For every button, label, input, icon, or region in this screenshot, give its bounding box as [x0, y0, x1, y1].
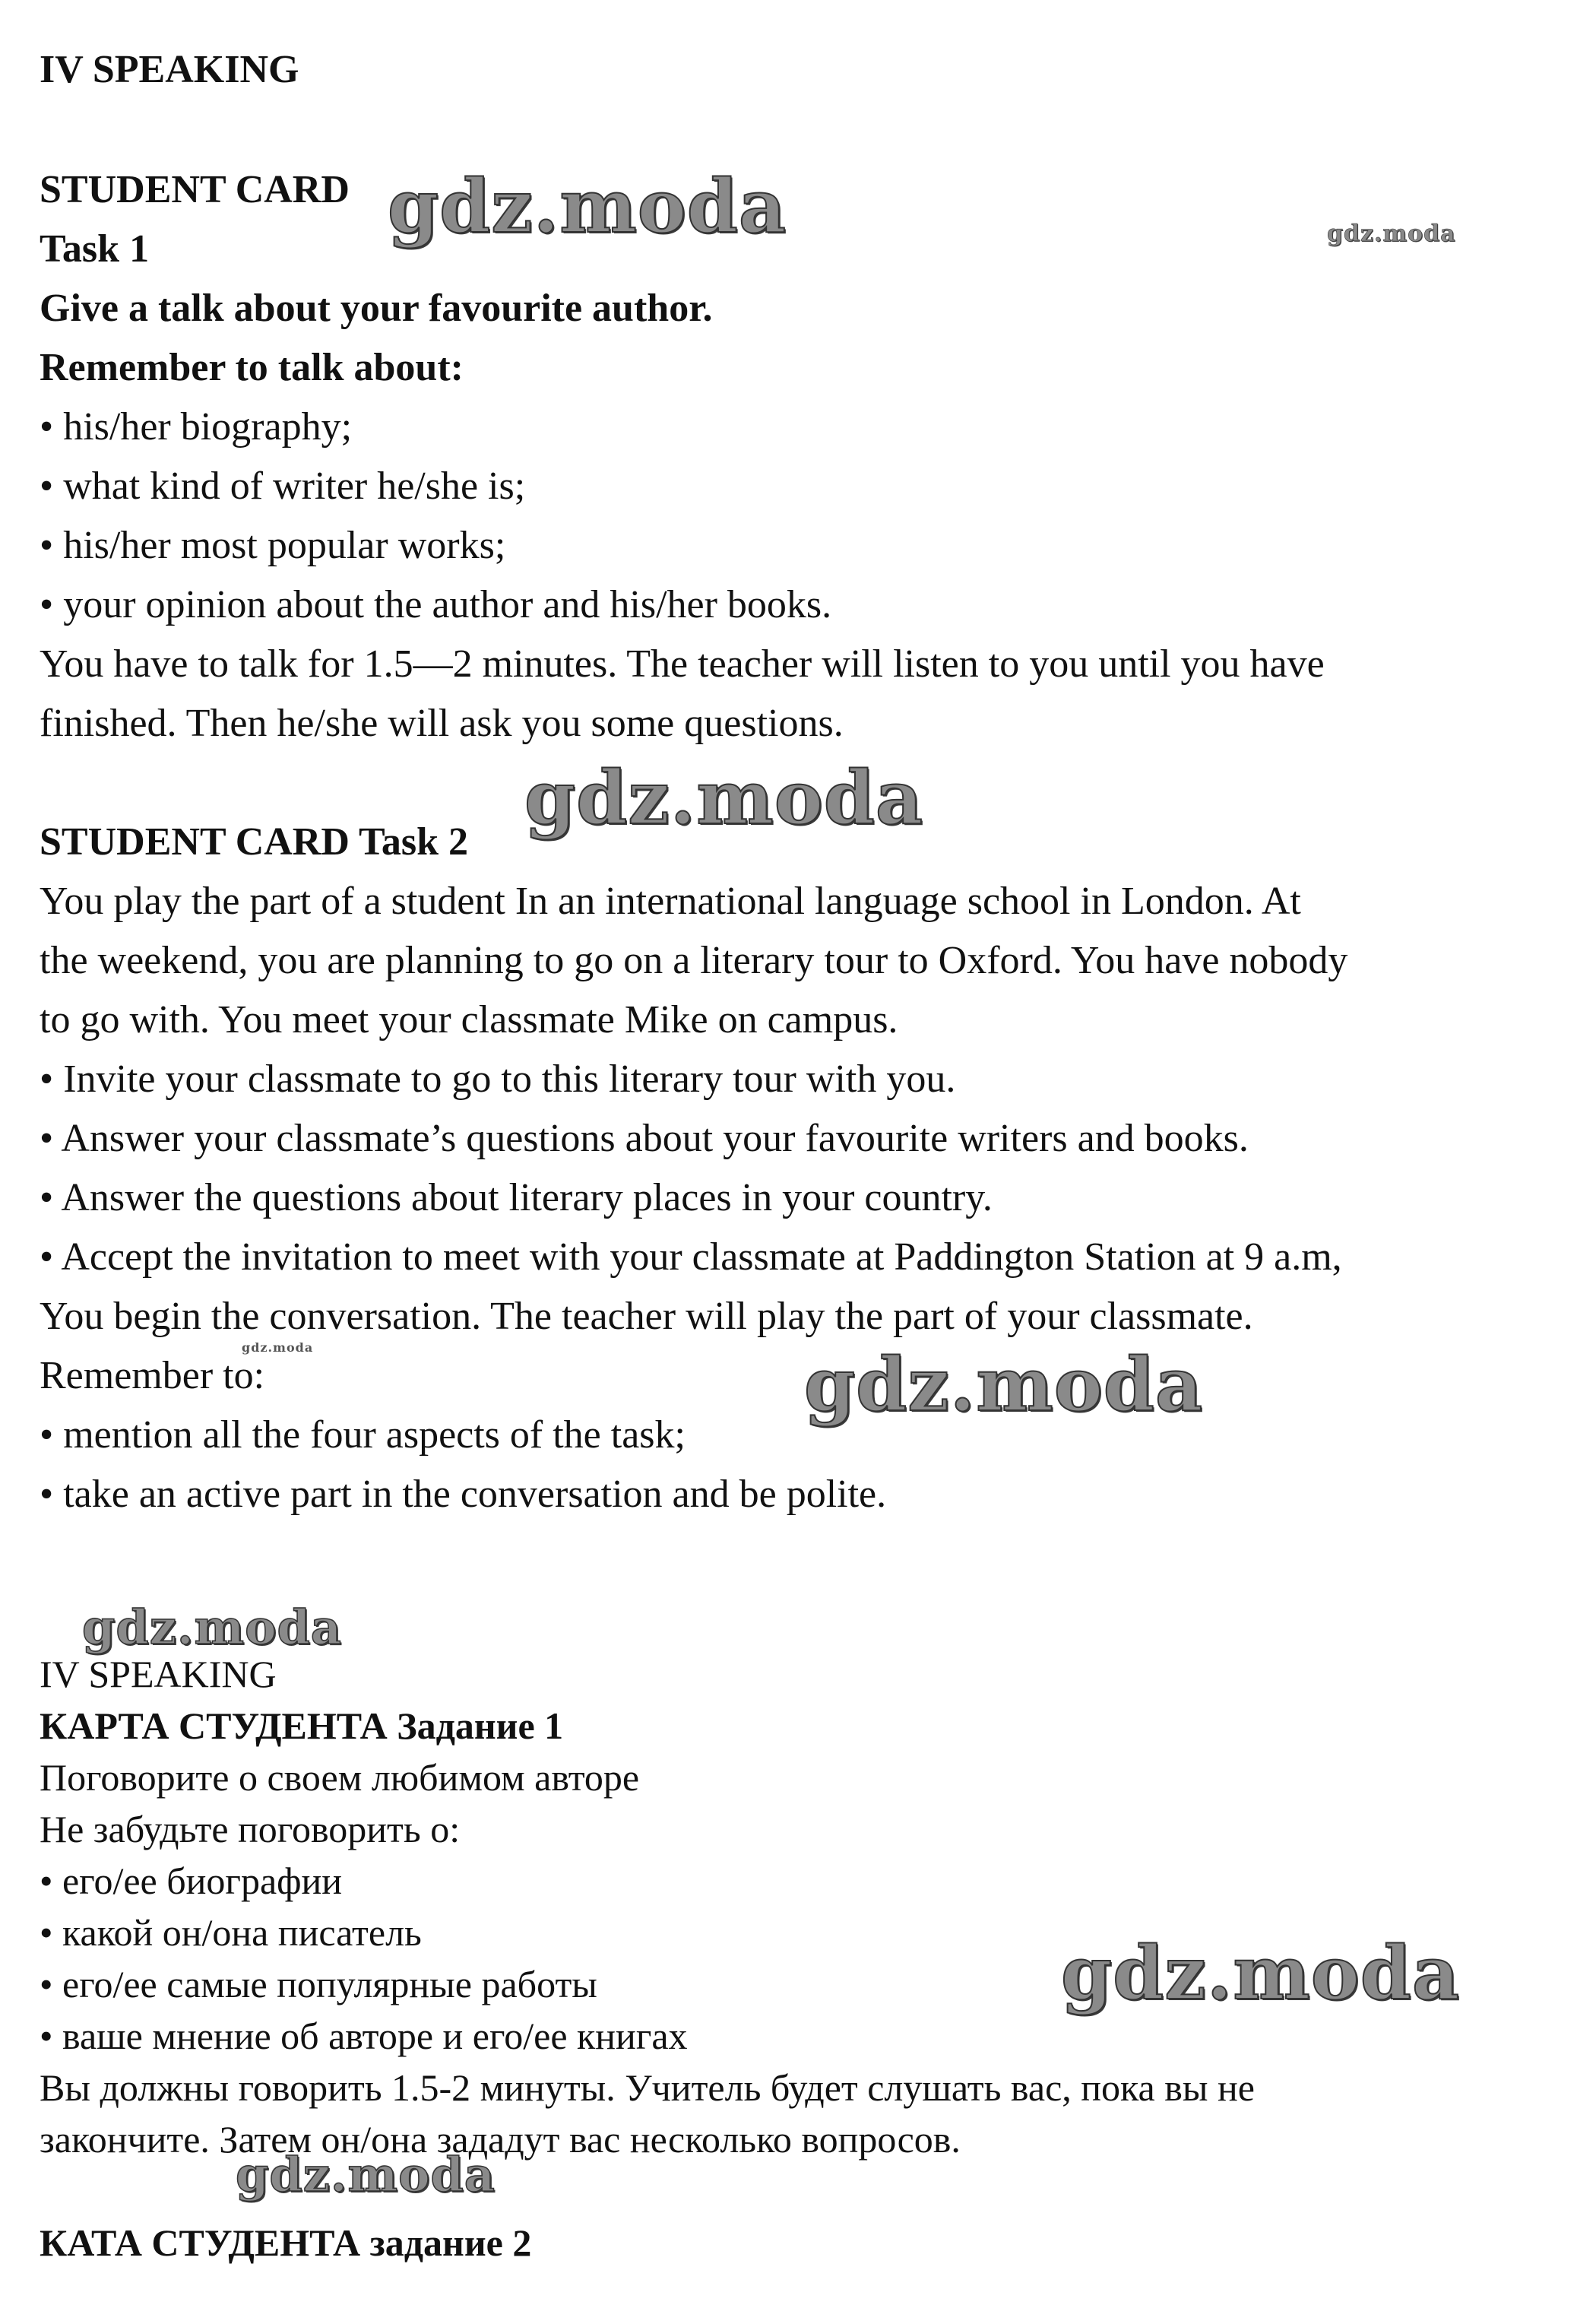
card2-remember-bullet: • mention all the four aspects of the task;	[40, 1413, 686, 1457]
card1-task: Task 1	[40, 227, 150, 271]
watermark-logo: gdz.moda	[524, 755, 924, 841]
ru-card1-bullet: • ваше мнение об авторе и его/ее книгах	[40, 2015, 688, 2057]
card2-bullet: • Answer your classmate’s questions about your favourite writers and books.	[40, 1117, 1249, 1160]
card1-instructions: You have to talk for 1.5—2 minutes. The teacher will listen to you until you have	[40, 642, 1325, 686]
ru-card1-bullet: • какой он/она писатель	[40, 1911, 422, 1954]
ru-card1-bullet: • его/ее самые популярные работы	[40, 1963, 597, 2005]
card2-bullet: • Accept the invitation to meet with your classmate at Paddington Station at 9 a.m,	[40, 1235, 1342, 1279]
card2-bullet: • Invite your classmate to go to this literary tour with you.	[40, 1057, 956, 1101]
card1-heading: STUDENT CARD	[40, 168, 350, 211]
watermark-logo: gdz.moda	[242, 1340, 314, 1355]
card2-begin: You begin the conversation. The teacher will play the part of your classmate.	[40, 1295, 1253, 1338]
ru-card1-prompt: Поговорите о своем любимом авторе	[40, 1756, 640, 1799]
ru-card2-heading: КАТА СТУДЕНТА задание 2	[40, 2221, 532, 2264]
card2-intro: to go with. You meet your classmate Mike on campus.	[40, 998, 898, 1042]
watermark-logo: gdz.moda	[804, 1342, 1204, 1428]
ru-card1-instructions: закончите. Затем он/она зададут вас несколько вопросов.	[40, 2118, 961, 2161]
watermark-logo: gdz.moda	[1061, 1930, 1461, 2016]
card1-prompt: Give a talk about your favourite author.	[40, 287, 713, 330]
card2-intro: the weekend, you are planning to go on a literary tour to Oxford. You have nobody	[40, 939, 1348, 982]
card1-bullet: • your opinion about the author and his/her books.	[40, 583, 832, 626]
card1-remember: Remember to talk about:	[40, 346, 464, 389]
card2-heading: STUDENT CARD Task 2	[40, 820, 469, 864]
card1-instructions: finished. Then he/she will ask you some questions.	[40, 702, 844, 745]
ru-card1-remember: Не забудьте поговорить о:	[40, 1808, 461, 1850]
card1-bullet: • his/her most popular works;	[40, 524, 506, 567]
ru-card1-instructions: Вы должны говорить 1.5-2 минуты. Учитель будет слушать вас, пока вы не	[40, 2066, 1255, 2109]
ru-card1-heading: КАРТА СТУДЕНТА Задание 1	[40, 1704, 564, 1747]
ru-section-title: IV SPEAKING	[40, 1653, 277, 1695]
ru-card1-bullet: • его/ее биографии	[40, 1860, 343, 1902]
card2-bullet: • Answer the questions about literary places in your country.	[40, 1176, 993, 1219]
watermark-logo: gdz.moda	[1327, 220, 1456, 247]
section-title: IV SPEAKING	[40, 48, 299, 91]
card1-bullet: • his/her biography;	[40, 405, 353, 449]
card1-bullet: • what kind of writer he/she is;	[40, 464, 526, 508]
card2-remember-bullet: • take an active part in the conversation and be polite.	[40, 1473, 887, 1516]
watermark-logo: gdz.moda	[236, 2147, 496, 2202]
watermark-logo: gdz.moda	[388, 163, 787, 249]
watermark-logo: gdz.moda	[82, 1600, 342, 1655]
card2-intro: You play the part of a student In an international language school in London. At	[40, 880, 1301, 923]
card2-remember: Remember to:	[40, 1354, 265, 1397]
